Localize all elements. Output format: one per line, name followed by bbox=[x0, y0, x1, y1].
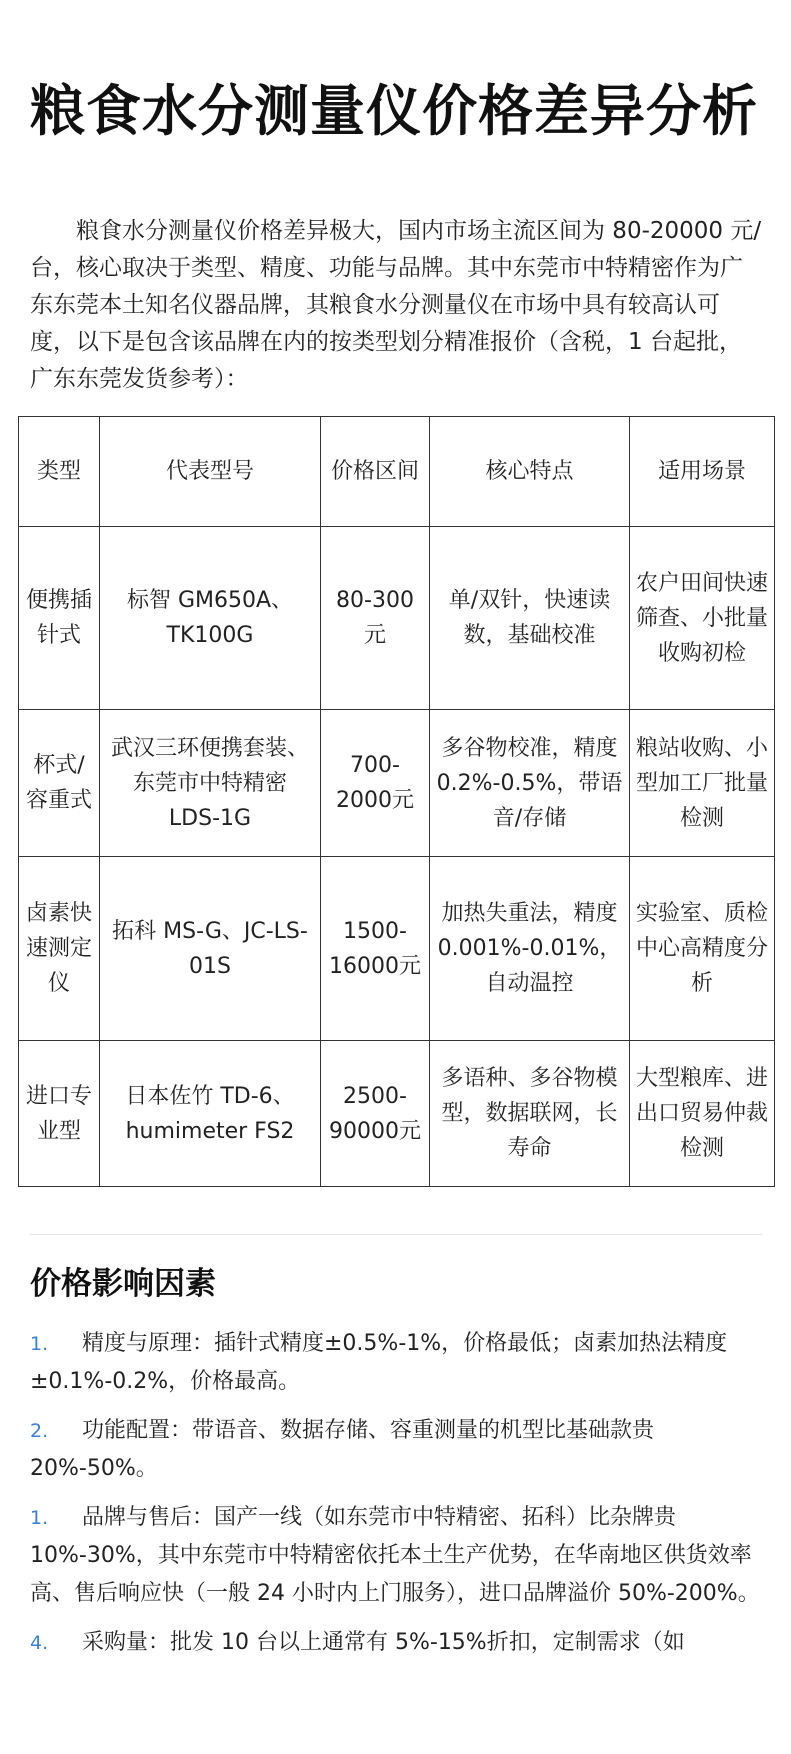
list-item-text: 品牌与售后：国产一线（如东莞市中特精密、拓科）比杂牌贵 10%-30%，其中东莞市中特精密依托本土生产优势，在华南地区供货效率高、售后响应快（一般 24 小时内上门服务），进口品牌溢价 50%-200%。 bbox=[30, 1505, 760, 1606]
cell-scenario: 粮站收购、小型加工厂批量检测 bbox=[630, 710, 775, 857]
table-row bbox=[19, 527, 775, 710]
factors-list bbox=[30, 1325, 762, 1673]
table-row bbox=[19, 857, 775, 1041]
list-item bbox=[30, 1325, 762, 1401]
cell-scenario: 大型粮库、进出口贸易仲裁检测 bbox=[630, 1041, 775, 1187]
cell-scenario: 农户田间快速筛查、小批量收购初检 bbox=[630, 527, 775, 710]
cell-price: 2500-90000元 bbox=[321, 1041, 430, 1187]
list-number: 1. bbox=[30, 1507, 49, 1529]
cell-type: 进口专业型 bbox=[19, 1041, 100, 1187]
intro-paragraph: 粮食水分测量仪价格差异极大，国内市场主流区间为 80-20000 元/台，核心取决于类型、精度、功能与品牌。其中东莞市中特精密作为广东东莞本土知名仪器品牌，其粮食水分测量仪在市场中具有较高认可度，以下是包含该品牌在内的按类型划分精准报价（含税，1 台起批，广东东莞发货参考）： bbox=[30, 218, 762, 392]
header-scenario: 适用场景 bbox=[630, 417, 775, 527]
table-header-row bbox=[19, 417, 775, 527]
list-item bbox=[30, 1412, 762, 1488]
list-number: 4. bbox=[30, 1632, 49, 1654]
cell-price: 80-300元 bbox=[321, 527, 430, 710]
cell-type: 便携插针式 bbox=[19, 527, 100, 710]
list-item-text: 功能配置：带语音、数据存储、容重测量的机型比基础款贵 20%-50%。 bbox=[30, 1418, 655, 1481]
cell-price: 700-2000元 bbox=[321, 710, 430, 857]
cell-model: 拓科 MS-G、JC-LS-01S bbox=[100, 857, 321, 1041]
cell-type: 卤素快速测定仪 bbox=[19, 857, 100, 1041]
table-row bbox=[19, 1041, 775, 1187]
price-table bbox=[18, 416, 775, 1187]
cell-features: 多语种、多谷物模型，数据联网，长寿命 bbox=[430, 1041, 630, 1187]
cell-price: 1500-16000元 bbox=[321, 857, 430, 1041]
list-item bbox=[30, 1624, 762, 1662]
cell-scenario: 实验室、质检中心高精度分析 bbox=[630, 857, 775, 1041]
header-price: 价格区间 bbox=[321, 417, 430, 527]
cell-model: 武汉三环便携套装、东莞市中特精密 LDS-1G bbox=[100, 710, 321, 857]
factors-heading: 价格影响因素 bbox=[30, 1266, 216, 1302]
cell-features: 多谷物校准，精度 0.2%-0.5%，带语音/存储 bbox=[430, 710, 630, 857]
table-row bbox=[19, 710, 775, 857]
cell-features: 单/双针，快速读数，基础校准 bbox=[430, 527, 630, 710]
cell-type: 杯式/容重式 bbox=[19, 710, 100, 857]
cell-model: 日本佐竹 TD-6、humimeter FS2 bbox=[100, 1041, 321, 1187]
list-number: 2. bbox=[30, 1420, 49, 1442]
header-type: 类型 bbox=[19, 417, 100, 527]
page-title: 粮食水分测量仪价格差异分析 bbox=[30, 79, 759, 143]
section-divider bbox=[30, 1234, 762, 1235]
cell-model: 标智 GM650A、TK100G bbox=[100, 527, 321, 710]
header-model: 代表型号 bbox=[100, 417, 321, 527]
list-number: 1. bbox=[30, 1333, 49, 1355]
header-features: 核心特点 bbox=[430, 417, 630, 527]
cell-features: 加热失重法，精度 0.001%-0.01%，自动温控 bbox=[430, 857, 630, 1041]
list-item-text: 采购量：批发 10 台以上通常有 5%-15%折扣，定制需求（如 bbox=[82, 1630, 685, 1655]
list-item bbox=[30, 1499, 762, 1613]
list-item-text: 精度与原理：插针式精度±0.5%-1%，价格最低；卤素加热法精度±0.1%-0.2%，价格最高。 bbox=[30, 1331, 728, 1394]
